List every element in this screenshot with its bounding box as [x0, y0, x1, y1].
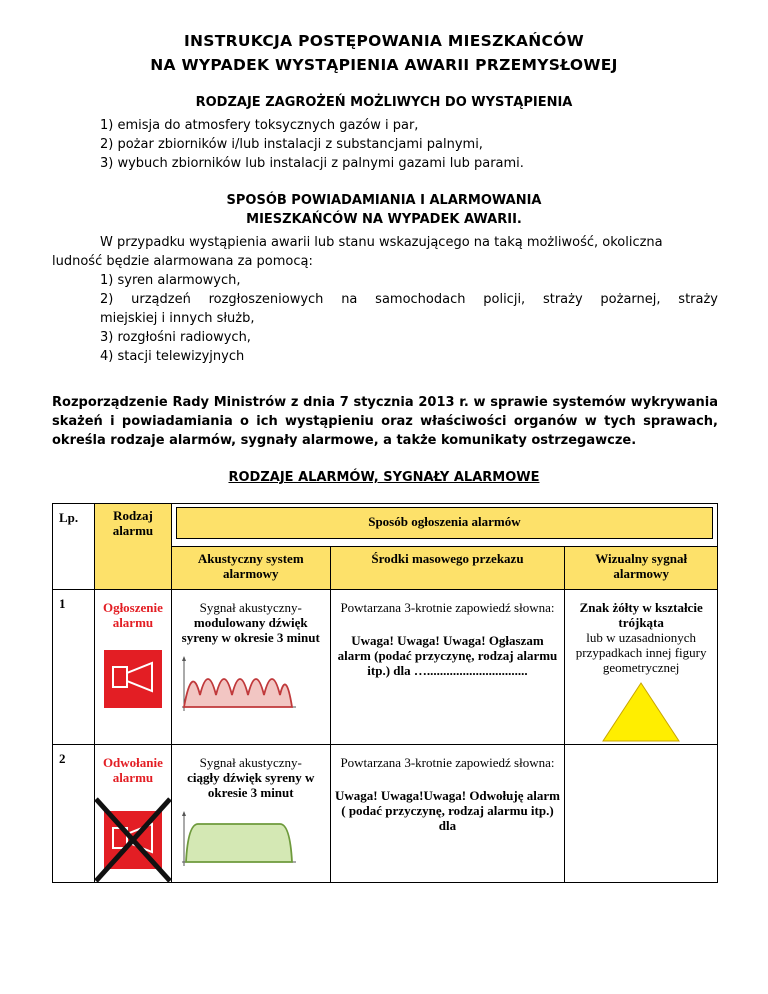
threat-item: 3) wybuch zbiorników lub instalacji z palnymi gazami lub parami.	[100, 156, 524, 171]
row1-media-bold: Uwaga! Uwaga! Uwaga! Ogłaszam alarm (podać przyczynę, rodzaj alarmu itp.) dla …...............................	[337, 633, 558, 678]
siren-icon	[104, 650, 162, 708]
row1-visual-text	[565, 590, 717, 675]
regulation-paragraph: Rozporządzenie Rady Ministrów z dnia 7 stycznia 2013 r. w sprawie systemów wykrywania skażeń i powiadamiania o ich wystąpieniu oraz właściwości organów w tych sprawach, określa rodzaje alarmów, sygnały alarmowe, a także komunikaty ostrzegawcze.	[52, 395, 718, 448]
media-header: Środki masowego przekazu	[330, 547, 565, 590]
sposob-header: Sposób ogłoszenia alarmów	[176, 507, 713, 539]
row1-media-cell	[330, 590, 565, 745]
row1-media-pre: Powtarzana 3-krotnie zapowiedź słowna:	[340, 600, 555, 615]
row2-visual-cell	[565, 745, 718, 883]
visual-header: Wizualny sygnał alarmowy	[565, 547, 718, 590]
notification-item: 4) stacji telewizyjnych	[100, 349, 245, 364]
sposob-header-cell	[171, 504, 717, 547]
row1-acoustic-pre: Sygnał akustyczny-	[199, 600, 302, 615]
row2-acoustic-text	[172, 745, 330, 800]
row2-acoustic-pre: Sygnał akustyczny-	[199, 755, 302, 770]
table-row	[53, 745, 718, 883]
row2-media-pre: Powtarzana 3-krotnie zapowiedź słowna:	[340, 755, 555, 770]
notification-item: 3) rozgłośni radiowych,	[100, 330, 251, 345]
alarms-heading: RODZAJE ALARMÓW, SYGNAŁY ALARMOWE	[228, 470, 540, 485]
siren-crossed-icon	[104, 811, 162, 869]
modulated-wave-icon	[180, 655, 300, 713]
row1-visual-bold: Znak żółty w kształcie trójkąta	[579, 600, 703, 630]
row1-acoustic-text	[172, 590, 330, 645]
notification-heading-line1: SPOSÓB POWIADAMIANIA I ALARMOWANIA	[226, 193, 542, 208]
siren-symbol-svg	[104, 650, 162, 708]
threats-heading: RODZAJE ZAGROŻEŃ MOŻLIWYCH DO WYSTĄPIENIA	[195, 95, 573, 110]
notification-intro-line1: W przypadku wystąpienia awarii lub stanu wskazującego na taką możliwość, okoliczna	[100, 235, 663, 250]
table-header-row	[53, 504, 718, 547]
document-title-line2: NA WYPADEK WYSTĄPIENIA AWARII PRZEMYSŁOWEJ	[150, 56, 618, 74]
threat-item: 1) emisja do atmosfery toksycznych gazów i par,	[100, 118, 419, 133]
row2-type-cell	[95, 745, 172, 883]
row1-type: Ogłoszenie alarmu	[102, 600, 163, 630]
continuous-wave-icon	[180, 810, 300, 868]
notification-item: 1) syren alarmowych,	[100, 273, 241, 288]
threat-item: 2) pożar zbiorników i/lub instalacji z substancjami palnymi,	[100, 137, 483, 152]
row1-type-cell	[95, 590, 172, 745]
alarms-table	[52, 503, 718, 883]
notification-intro-line2: ludność będzie alarmowana za pomocą:	[52, 254, 313, 269]
row1-visual-cell	[565, 590, 718, 745]
row1-visual-rest: lub w uzasadnionych przypadkach innej figury geometrycznej	[575, 630, 707, 675]
notification-item: miejskiej i innych służb,	[100, 311, 255, 326]
lp-header: Lp.	[53, 504, 95, 590]
row2-media-bold: Uwaga! Uwaga!Uwaga! Odwołuję alarm ( podać przyczynę, rodzaj alarmu itp.) dla	[335, 788, 560, 833]
document-title-line1: INSTRUKCJA POSTĘPOWANIA MIESZKAŃCÓW	[183, 32, 585, 50]
notification-item: 2) urządzeń rozgłoszeniowych na samochodach policji, straży pożarnej, straży	[100, 292, 718, 307]
yellow-triangle-icon	[601, 681, 681, 743]
siren-crossed-svg	[104, 811, 162, 869]
threats-list	[100, 116, 524, 173]
acoustic-header: Akustyczny system alarmowy	[171, 547, 330, 590]
notification-heading-line2: MIESZKAŃCÓW NA WYPADEK AWARII.	[246, 212, 522, 227]
notification-list	[100, 271, 718, 366]
row2-number: 2	[53, 745, 95, 883]
row1-acoustic-bold: modulowany dźwięk syreny w okresie 3 minut	[181, 615, 320, 645]
row2-type: Odwołanie alarmu	[102, 755, 163, 785]
row2-media-cell	[330, 745, 565, 883]
rodzaj-header: Rodzaj alarmu	[95, 504, 172, 590]
row1-acoustic-cell	[171, 590, 330, 745]
row2-acoustic-cell	[171, 745, 330, 883]
row1-number: 1	[53, 590, 95, 745]
table-row	[53, 590, 718, 745]
row2-acoustic-bold: ciągły dźwięk syreny w okresie 3 minut	[187, 770, 315, 800]
